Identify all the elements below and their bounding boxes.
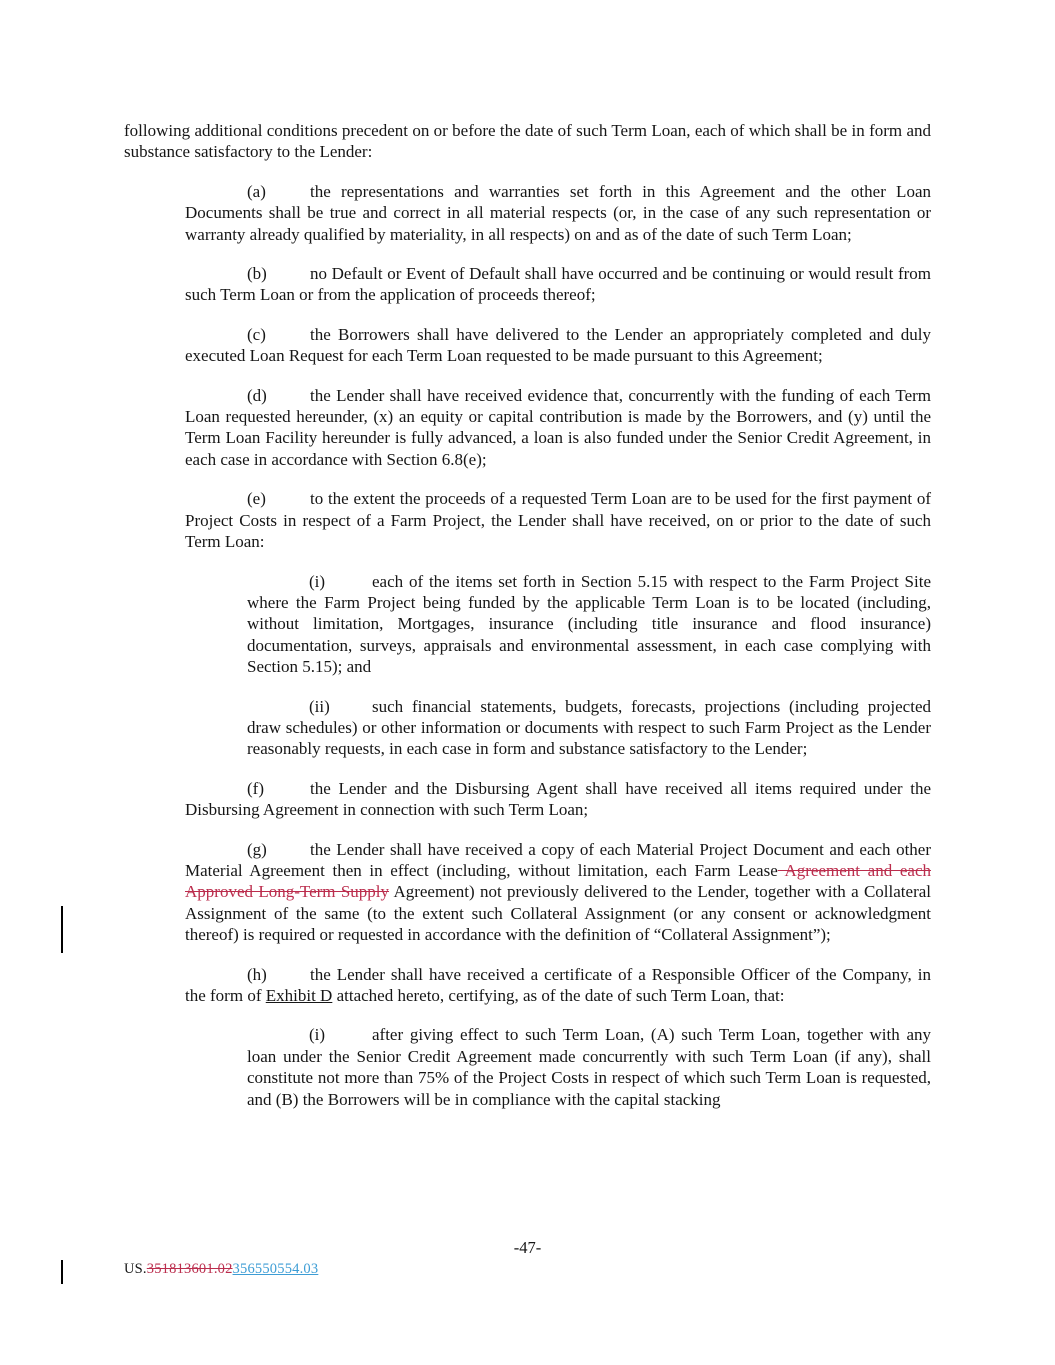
- change-bar-footer: [61, 1260, 63, 1284]
- paragraph-h-text-pre: the Lender shall have received a certificate of a Responsible Officer of the Company, in the form of: [185, 964, 931, 1005]
- paragraph-e-i-label: (i): [309, 571, 326, 591]
- paragraph-b-label: (b): [247, 264, 267, 284]
- paragraph-c-text: the Borrowers shall have delivered to the Lender an appropriately completed and duly executed Loan Request for each Term Loan requested to be made pursuant to this Agreement;: [185, 324, 931, 366]
- paragraph-a: [185, 181, 931, 245]
- document-id: [124, 1261, 318, 1278]
- paragraph-h-text-post: attached hereto, certifying, as of the date of such Term Loan, that:: [332, 986, 785, 1005]
- paragraph-d-label: (d): [247, 385, 267, 405]
- paragraph-h: [185, 964, 931, 1007]
- paragraph-f-text: the Lender and the Disbursing Agent shall have received all items required under the Disbursing Agreement in connection with such Term Loan;: [185, 778, 931, 820]
- paragraph-h-i-label: (i): [309, 1025, 326, 1045]
- paragraph-h-i: [247, 1024, 931, 1110]
- paragraph-f-label: (f): [247, 778, 264, 798]
- paragraph-a-text: the representations and warranties set forth in this Agreement and the other Loan Documents shall be true and correct in all material respects (or, in the case of any such representation or warranty already qualified by materiality, in all respects) on and as of the date of such Term Loan;: [185, 181, 931, 244]
- paragraph-f: [185, 778, 931, 821]
- paragraph-h-i-text: after giving effect to such Term Loan, (A) such Term Loan, together with any loan under the Senior Credit Agreement made concurrently with such Term Loan (if any), shall constitute not more than 75% of the Project Costs in respect of which such Term Loan is requested, and (B) the Borrowers will be in compliance with the capital stacking: [247, 1025, 931, 1109]
- page-content: [124, 120, 931, 1128]
- paragraph-e-ii-text: such financial statements, budgets, forecasts, projections (including projected draw schedules) or other information or documents with respect to such Farm Project as the Lender reasonably requests, in each case in form and substance satisfactory to the Lender;: [247, 696, 931, 759]
- paragraph-e-text: to the extent the proceeds of a requested Term Loan are to be used for the first payment of Project Costs in respect of a Farm Project, the Lender shall have received, on or prior to the date of such Term Loan:: [185, 489, 931, 552]
- document-id-inserted: 356550554.03: [232, 1261, 319, 1277]
- paragraph-c-label: (c): [247, 324, 266, 344]
- paragraph-g-label: (g): [247, 839, 267, 859]
- paragraph-h-label: (h): [247, 964, 267, 984]
- paragraph-e: [185, 488, 931, 552]
- paragraph-b-text: no Default or Event of Default shall have occurred and be continuing or would result from such Term Loan or from the application of proceeds thereof;: [185, 264, 931, 305]
- document-id-deleted: 351813601.02: [146, 1261, 233, 1277]
- paragraph-d-text: the Lender shall have received evidence that, concurrently with the funding of each Term Loan requested hereunder, (x) an equity or capital contribution is made by the Borrowers, and (y) until the Term Loan Facility hereunder is fully advanced, a loan is also funded under the Senior Credit Agreement, in each case in accordance with Section 6.8(e);: [185, 385, 931, 469]
- document-id-prefix: US.: [124, 1261, 147, 1277]
- paragraph-e-ii: [247, 696, 931, 760]
- paragraph-e-i-text: each of the items set forth in Section 5.15 with respect to the Farm Project Site where the Farm Project being funded by the applicable Term Loan is to be located (including, without limitation, Mortgages, insurance (including title insurance and flood insurance) documentation, surveys, appraisals and environmental assessment, in each case complying with Section 5.15); and: [247, 571, 931, 677]
- paragraph-e-i: [247, 571, 931, 678]
- exhibit-d-reference: Exhibit D: [265, 986, 333, 1005]
- paragraph-g: [185, 839, 931, 946]
- intro-paragraph: following additional conditions precedent on or before the date of such Term Loan, each of which shall be in form and substance satisfactory to the Lender:: [124, 121, 931, 162]
- paragraph-d: [185, 385, 931, 471]
- paragraph-g-deleted-text: Agreement and each Approved Long-Term Supply: [185, 860, 932, 902]
- change-bar-paragraph-g: [61, 906, 63, 953]
- paragraph-c: [185, 324, 931, 367]
- paragraph-a-label: (a): [247, 181, 266, 201]
- page-number: -47-: [513, 1238, 542, 1257]
- paragraph-e-ii-label: (ii): [309, 696, 330, 716]
- paragraph-b: [185, 263, 931, 306]
- paragraph-g-text-post: Agreement) not previously delivered to the Lender, together with a Collateral Assignment of the same (to the extent such Collateral Assignment (or any consent or acknowledgment thereof) is required or requested in accordance with the definition of “Collateral Assignment”);: [185, 882, 931, 945]
- paragraph-g-text-pre: the Lender shall have received a copy of each Material Project Document and each other Material Agreement then in effect (including, without limitation, each Farm Lease: [185, 839, 931, 880]
- paragraph-e-label: (e): [247, 489, 266, 509]
